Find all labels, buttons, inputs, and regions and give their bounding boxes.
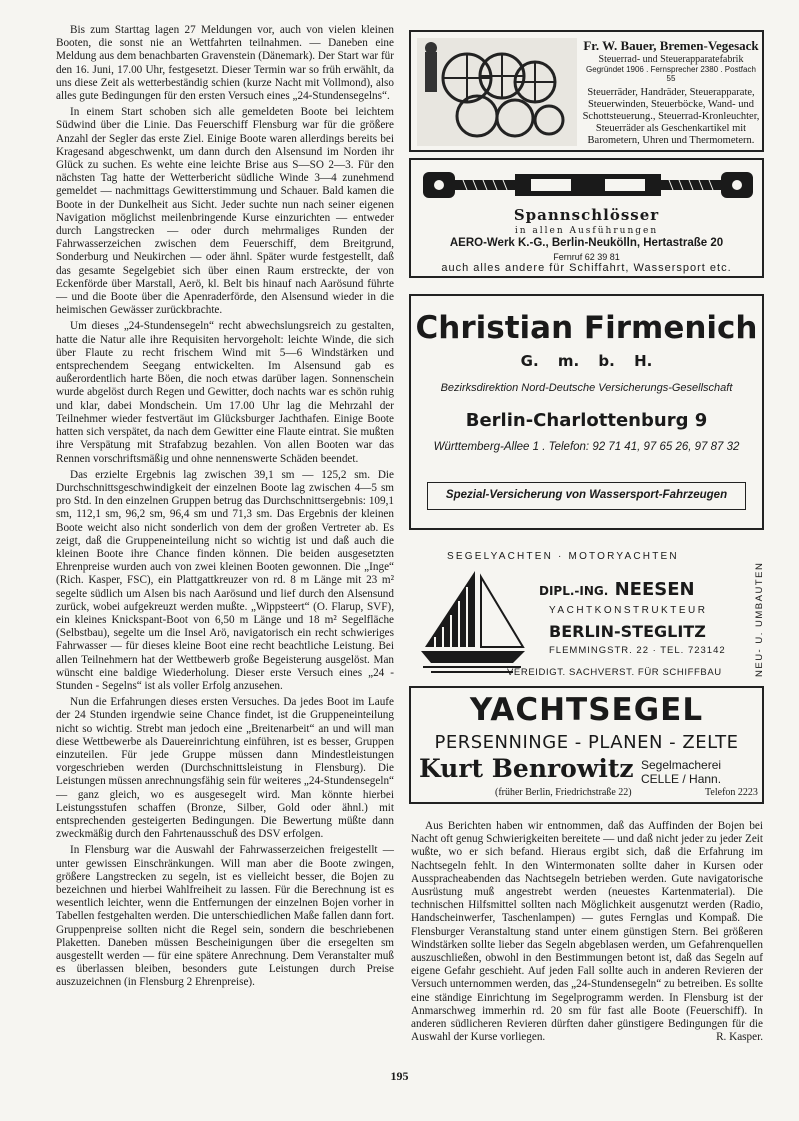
benrowitz-phone: Telefon 2223 bbox=[705, 787, 758, 798]
benrowitz-name: Kurt Benrowitz bbox=[419, 754, 634, 783]
benrowitz-former-address: (früher Berlin, Friedrichstraße 22) bbox=[495, 787, 632, 798]
neesen-top-line: SEGELYACHTEN · MOTORYACHTEN bbox=[447, 551, 679, 562]
article-paragraph: Um dieses „24-Stundensegeln“ recht abwechslungsreich zu gestalten, hatte die Natur alle ihre Requisiten hervorgeholt: leichte Winde, die sich über Flaute zu recht frischem Wind mit 5—6 Windstärken und entsprechendem Seegang entwickelten. Im Alsensund gab es außerordentlich harte Böen, die noch etwas darüber lagen. Sonnenschein wurde abgelöst durch Regen und Gewitter, doch nachts war es schön ruhig und klar, dabei Mondschein. Um 17.00 Uhr lag die Mehrzahl der Teilnehmer wieder festvertäut im Glücksburger Jachthafen. Einige Boote hatten sich verspätet, da nach dem Gewitter eine Flaute eintrat. Sie mußten ihre Verspätung mit Strafabzug bezahlen. Von allen Booten war das Rennen vorschriftsmäßig und ohne nennenswerte Schäden beendet. bbox=[56, 320, 394, 465]
firmenich-name: Christian Firmenich bbox=[415, 310, 758, 346]
ad-bauer bbox=[409, 30, 764, 152]
neesen-address: FLEMMINGSTR. 22 · TEL. 723142 bbox=[549, 645, 726, 656]
article-left-column bbox=[56, 24, 394, 993]
aero-phone: Fernruf 62 39 81 bbox=[553, 252, 620, 262]
ad-benrowitz bbox=[409, 686, 764, 804]
turnbuckle-illustration bbox=[423, 166, 753, 204]
page-number: 195 bbox=[390, 1069, 409, 1083]
ad-aero bbox=[409, 158, 764, 278]
firmenich-special-box: Spezial-Versicherung von Wassersport-Fahrzeugen bbox=[427, 482, 746, 510]
aero-headline: Spannschlösser bbox=[513, 206, 660, 224]
article-paragraph: In Flensburg war die Auswahl der Fahrwasserzeichen freigestellt — unter gewissen Einschränkungen. Will man aber die Boote zwingen, größere Langstrecken zu segeln, ist es vielleicht besser, die Bojen zu bezeichnen und hierbei Wahlfreiheit zu lassen. Für die Berechnung ist es wesentlich leichter, wenn die Entfernungen der einzelnen Bojen vorher in Tabellen festgehalten werden. Die unterschiedlichen Maße fallen dann fort. Gruppenpreise sollten nicht die Regel sein, sondern die beschriebenen Plaketten. Daneben müssen Bescheinigungen über die ersegelten sm ausgestellt werden — für eine spätere Anrechnung. Dem Veranstalter muß es überlassen bleiben, besonders gute Leistungen durch Preise auszuzeichnen (in Flensburg 2 Ehrenpreise). bbox=[56, 844, 394, 989]
company-name: Fr. W. Bauer, Bremen-Vegesack bbox=[583, 38, 759, 53]
article-paragraph-text: Aus Berichten haben wir entnommen, daß das Auffinden der Bojen bei Nacht oft genug Schwierigkeiten bereitete — und daß nicht jeder zu jeder Zeit wußte, wo er sich befand. Hieraus ergibt sich, daß die Erfahrung im Nachtsegeln fehlt. In den Wintermonaten sollte daher in Kursen oder Ausspracheabenden das Nachtsegeln betrieben werden. Gute navigatorische Ausrüstung muß angestrebt werden (neuestes Kartenmaterial). Die technischen Hilfsmittel sollten nach Möglichkeit ausgenutzt werden (Radio, Handscheinwerfer, Taschenlampen) — gutes Fernglas und Kompaß. Die Flensburger Veranstaltung stand unter einem günstigen Stern. Bei größeren Windstärken sollte lieber das Segeln abgeblasen werden, um Gefahrenquellen auszuschließen, obwohl in den Bestimmungen betont ist, daß das Segeln auf eigene Gefahr geschieht. Auf jeden Fall sollte auch in anderen Revieren der Versuch unternommen werden, das „24-Stundensegeln“ zu betreiben. Es sollte eine ständige Einrichtung im Segelprogramm werden. In Flensburg ist der Anmarschweg immerhin rd. 20 sm für fast alle Boote (Feuerschiff). In anderen südlicheren Revieren dürften daher günstigere Bedingungen für die Auswahl der Kurse vorliegen. bbox=[411, 820, 763, 1044]
aero-company: AERO-Werk K.-G., Berlin-Neukölln, Hertastraße 20 bbox=[449, 237, 724, 249]
ad-firmenich bbox=[409, 294, 764, 530]
neesen-bottom-line: VEREIDIGT. SACHVERST. FÜR SCHIFFBAU bbox=[507, 667, 722, 678]
neesen-title: DIPL.-ING. bbox=[539, 584, 609, 598]
firmenich-address: Württemberg-Allee 1 . Telefon: 92 71 41, 97 65 26, 97 87 32 bbox=[433, 441, 740, 453]
benrowitz-headline: YACHTSEGEL bbox=[469, 692, 704, 728]
founded-line: Gegründet 1906 . Fernsprecher 2380 . Postfach 55 bbox=[586, 65, 756, 83]
neesen-name: NEESEN bbox=[614, 579, 695, 600]
aero-tagline: auch alles andere für Schiffahrt, Wassersport etc. bbox=[441, 262, 732, 274]
benrowitz-trade-city bbox=[641, 758, 721, 786]
products-text: Steuerräder, Handräder, Steuerapparate, Steuerwinden, Steuerböcke, Wand- und Schottsteuerung., Steuerrad-Kronleuchter, Steuerräder als Geschenkartikel mit Barometern, Uhren und Thermometern. bbox=[582, 87, 760, 146]
ad-neesen bbox=[409, 549, 764, 683]
neesen-side-text: NEU- U. UMBAUTEN bbox=[754, 561, 765, 677]
neesen-side-line bbox=[752, 555, 768, 675]
neesen-name-line bbox=[539, 579, 695, 600]
aero-line2: in allen Ausführungen bbox=[514, 226, 659, 236]
company-subtitle: Steuerrad- und Steuerapparatefabrik bbox=[598, 54, 744, 65]
article-right-column bbox=[411, 820, 763, 1044]
neesen-profession: YACHTKONSTRUKTEUR bbox=[549, 605, 708, 616]
firmenich-city: Berlin-Charlottenburg 9 bbox=[465, 410, 708, 431]
benrowitz-products: PERSENNINGE - PLANEN - ZELTE bbox=[434, 732, 739, 753]
benrowitz-trade: Segelmacherei bbox=[641, 758, 722, 772]
article-paragraph: Das erzielte Ergebnis lag zwischen 39,1 sm — 125,2 sm. Die Durchschnittsgeschwindigkeit der einzelnen Boote lag zwischen 4—5 sm pro Std. In den einzelnen Gruppen betrug das Durchschnittsergebnis: 109,1 sm, 112,1 sm, 96,2 sm, 96,4 sm und 71,3 sm. Das Ergebnis der kleinen Boote weicht also nicht sonderlich von dem der großen Vertreter ab. Es zeigt, daß die Gruppeneinteilung nicht so wichtig ist und daß auch die kleinen Boote ihre Chance finden können. Die beiden ausgesetzten Ehrenpreise wurden auch von zwei kleinen Booten gewonnen. Die „Inge“ (Rich. Kasper, FSC), ein Plattgattkreuzer von rd. 8 m Länge mit 23 m² segelte südlich um Alsen bis nach Aarösund und lief durch den Alsensund zurück, wobei aufgekreuzt werden mußte. „Wippsteert“ (O. Flarup, SVF), ein kleines Knickspant-Boot von 6,50 m Länge und 18 m² Segelfläche (Selbstbau), segelte um die Insel Arö, navigatorisch ein recht schwieriges Fahrwasser — für dieses kleine Boot eine recht beachtliche Leistung. Bei allen Teilnehmern hat der Wettbewerb große Begeisterung ausgelöst. Man wünscht eine baldige Wiederholung. Dieser erste Versuch eines „24 - Stunden - Segelns“ ist als voller Erfolg anzusehen. bbox=[56, 468, 394, 692]
bauer-text bbox=[581, 38, 761, 147]
benrowitz-city: CELLE / Hann. bbox=[641, 772, 722, 786]
article-author: R. Kasper. bbox=[716, 1031, 763, 1044]
article-paragraph bbox=[411, 820, 763, 1044]
article-paragraph: In einem Start schoben sich alle gemeldeten Boote bei leichtem Südwind über die Linie. Das Feuerschiff Flensburg war für die größere Anzahl der Segler das erste Ziel. Einige Boote waren allerdings bereits bei Kragesand abgeschwenkt, um dann durch den Alsensund im Norden ihr Glück zu suchen. Es wehte eine leichte Brise aus S—SO 2—3. Für den nächsten Tag hatte der Wetterbericht südliche Winde 3—4 zunehmend gemeldet — nachmittags Gewitterstimmung und Schauer. Bald kamen die Boote in der Dunkelheit aus Sicht. Jeder suchte nun nach seiner eigenen Navigation möglichst meilenbringende Kurse einzurichten — entweder durch Langstrecken — oder durch mehrmaliges Runden der Fahrwasserzeichen zwischen dem Feuerschiff, dem Breitgrund, Sonderburg und Neukirchen — oder ähnl. Später wurde festgestellt, daß das gesamte Segelgebiet sich über einen Raum erstreckte, der von Eckenförde über Marstall, Aerö, kl. Belt bis hinauf nach Aarösund führte — und die Boote über die Apenraderförde, den Alsensund wieder in die heimischen Gewässer zurückbrachte. bbox=[56, 106, 394, 317]
sailboat-illustration bbox=[417, 567, 529, 675]
article-paragraph: Nun die Erfahrungen dieses ersten Versuches. Da jedes Boot im Laufe der 24 Stunden irgendwie seine Chance findet, ist die Gruppeneinteilung nicht so wichtig. Strebt man jedoch eine „Breitenarbeit“ an und will man diese Wettbewerbe als Dauereinrichtung einführen, ist es besser, Gruppen einzuteilen. Für jede Gruppe müssen dann Mindestleistungen vorgeschrieben werden (Durchschnittsleistung in Flensburg). Die Leistungen müssen anrechnungsfähig sein für weiteres „24-Stundensegeln“ — ganz gleich, wo es ausgesegelt wird. Man könnte hierbei Leistungsstufen schaffen (Bronze, Silber, Gold oder ähnl.) mit entsprechenden gesteigerten Bedingungen. Die Bewertung müßte dann zweckmäßig durch den Fahrtenausschuß des DSV erfolgen. bbox=[56, 696, 395, 841]
firmenich-gmbh: G. m. b. H. bbox=[520, 352, 653, 370]
steering-wheels-illustration bbox=[417, 38, 577, 146]
neesen-city: BERLIN-STEGLITZ bbox=[549, 622, 706, 641]
article-paragraph: Bis zum Starttag lagen 27 Meldungen vor, auch von vielen kleinen Booten, die sonst nie an Wettfahrten teilnahmen. — Daneben eine Meldung aus dem benachbarten Gravenstein (Dänemark). Der Start war für den 16. Juni, 17.00 Uhr, festgesetzt. Dieser Termin war so früh erwählt, da uns diese Zeit als wetterbeständig schien (kurze Nacht mit Vollmond), also alles gute Bedingungen für den ersten Versuch eines „24-Stundensegelns“. bbox=[56, 24, 394, 103]
firmenich-direction: Bezirksdirektion Nord-Deutsche Versicherungs-Gesellschaft bbox=[440, 382, 733, 394]
